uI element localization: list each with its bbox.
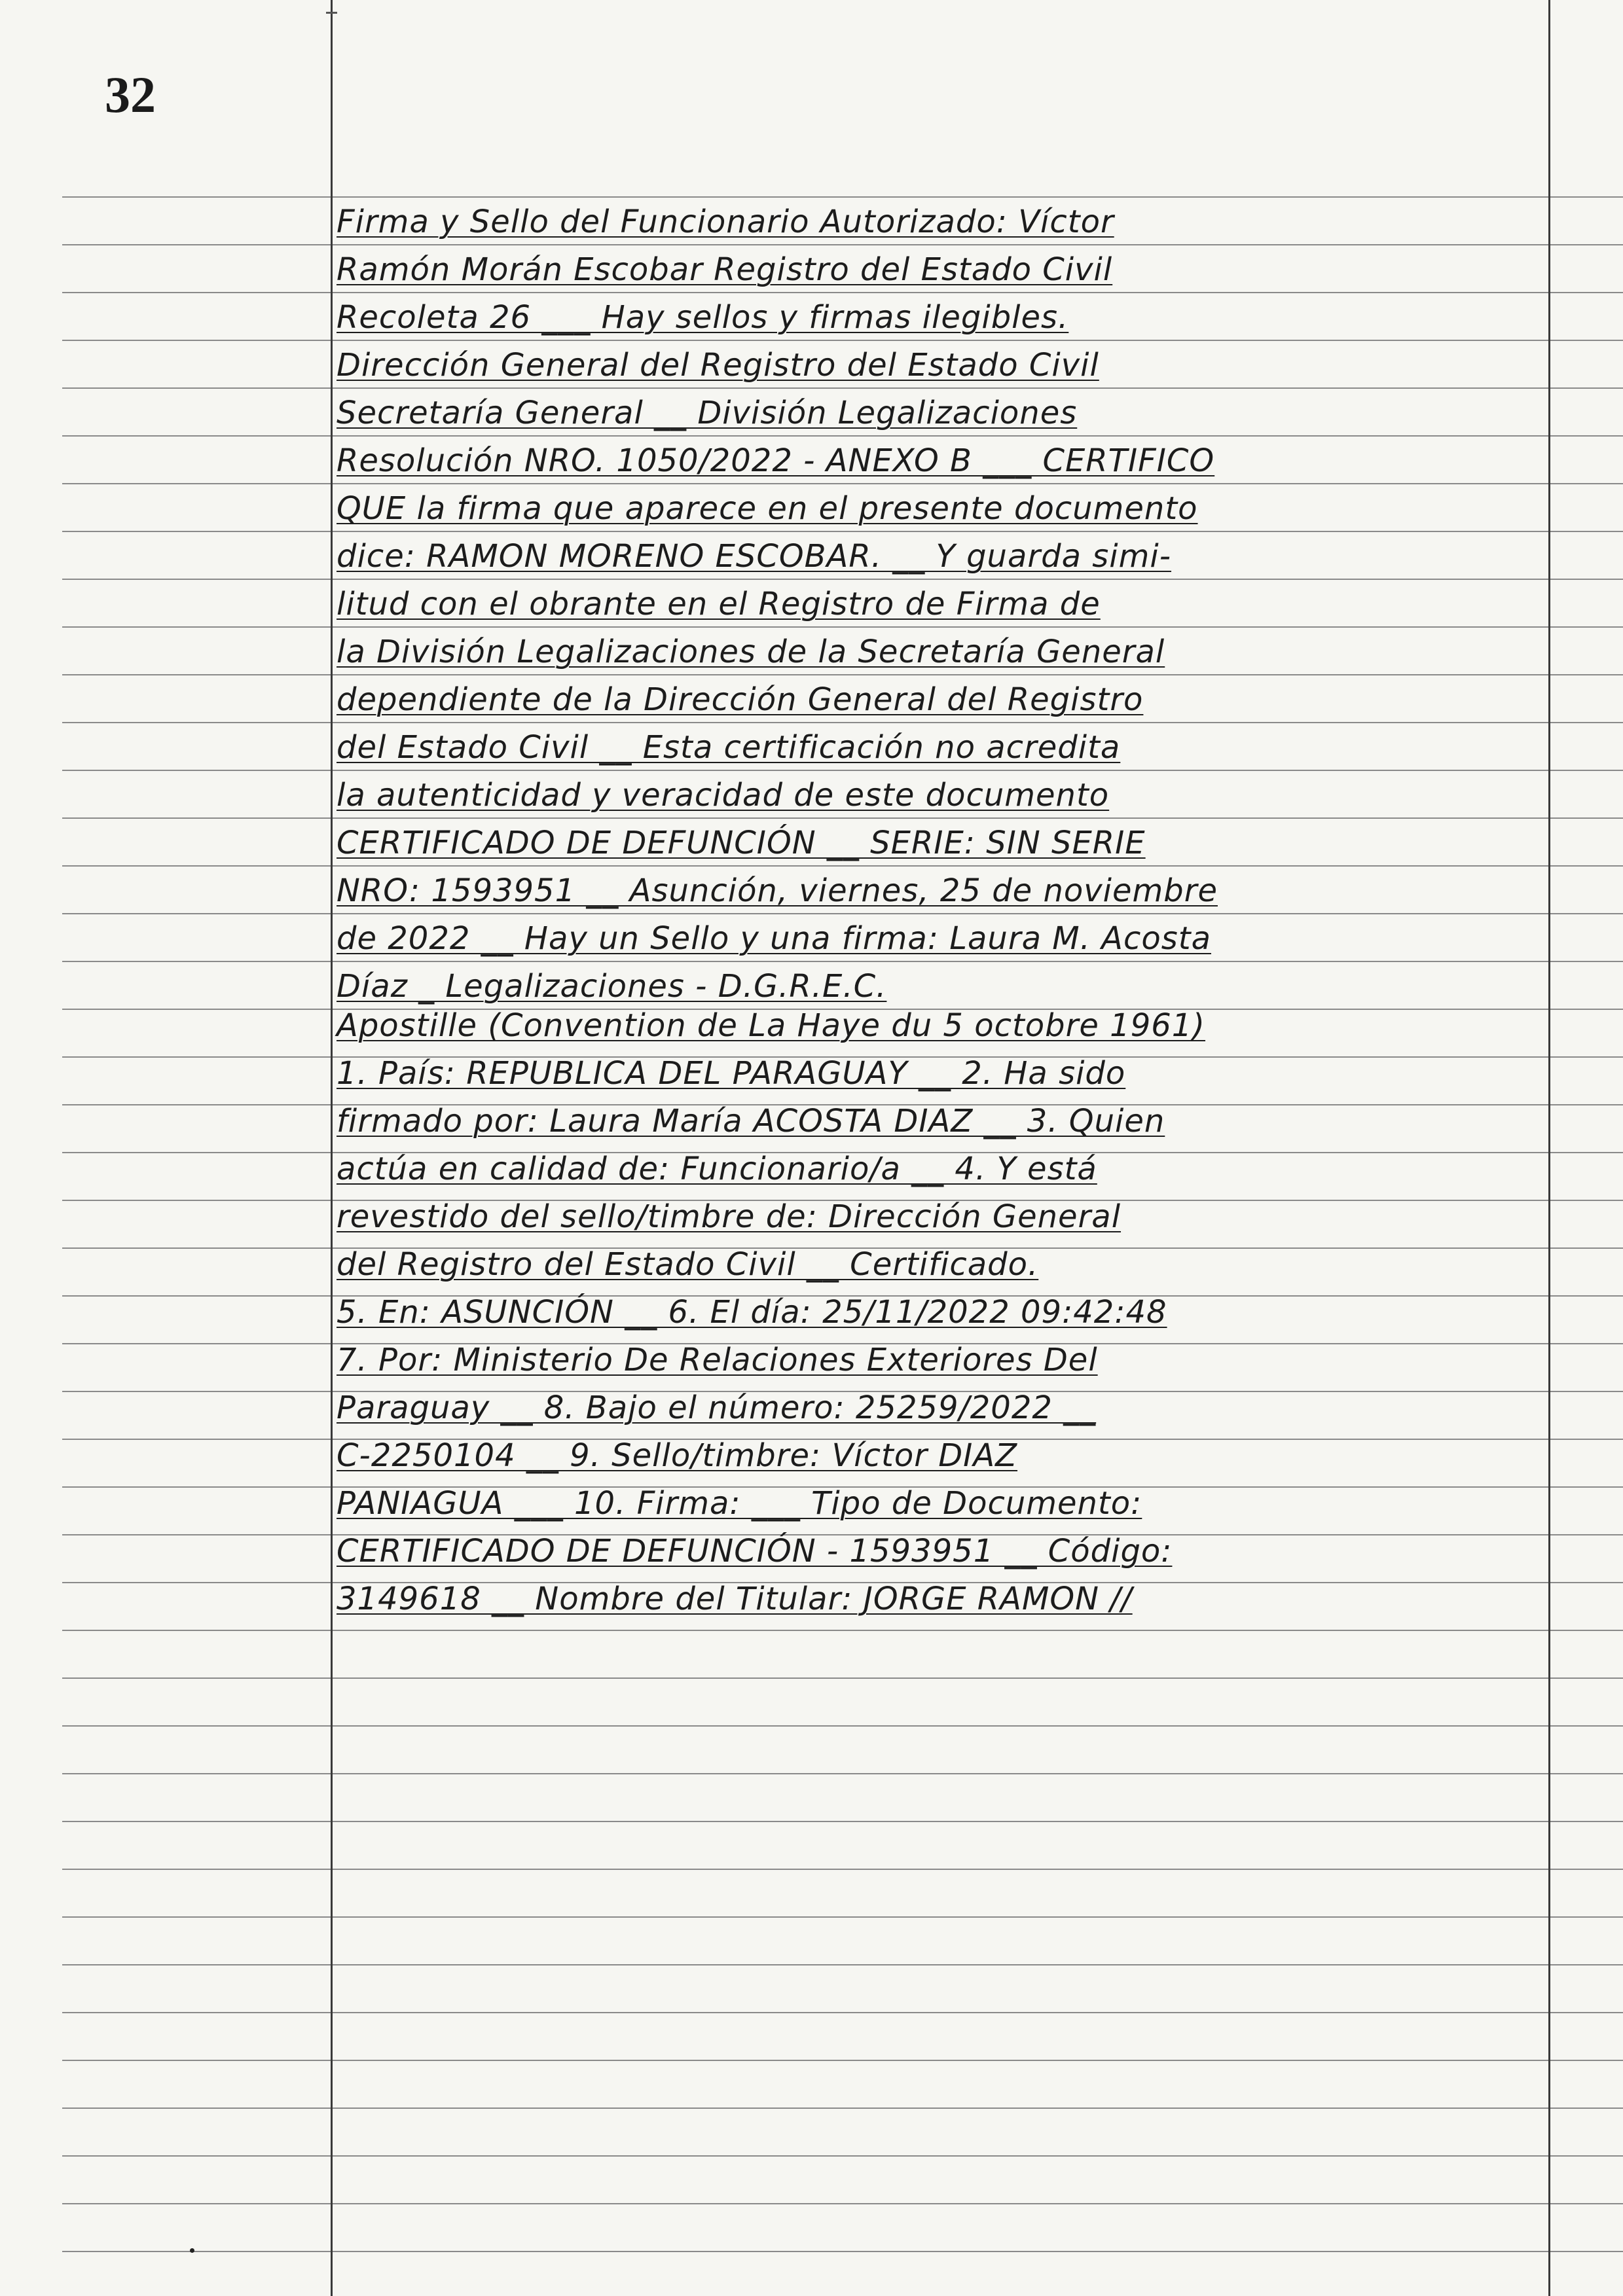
ruled-line [62, 2155, 1623, 2157]
handwritten-line: litud con el obrante en el Registro de Firma de [337, 586, 1101, 622]
handwritten-line: Díaz _ Legalizaciones - D.G.R.E.C. [337, 968, 887, 1005]
handwritten-line: CERTIFICADO DE DEFUNCIÓN __ SERIE: SIN SERIE [337, 825, 1146, 861]
handwritten-line: firmado por: Laura María ACOSTA DIAZ __ 3. Quien [337, 1103, 1165, 1139]
handwritten-text-block [334, 196, 1552, 1621]
ruled-line [62, 1773, 1623, 1774]
handwritten-line: Secretaría General __ División Legalizaciones [337, 395, 1078, 431]
ruled-line [62, 2108, 1623, 2109]
ruled-line [62, 1964, 1623, 1965]
ruled-line [62, 2251, 1623, 2252]
ruled-line [62, 1869, 1623, 1870]
ruled-line [62, 1677, 1623, 1679]
handwritten-line: 5. En: ASUNCIÓN __ 6. El día: 25/11/2022 09:42:48 [337, 1294, 1167, 1331]
handwritten-line: 3149618 __ Nombre del Titular: JORGE RAMON // [337, 1581, 1133, 1617]
handwritten-line: PANIAGUA ___ 10. Firma: ___ Tipo de Documento: [337, 1485, 1142, 1522]
handwritten-line: CERTIFICADO DE DEFUNCIÓN - 1593951 __ Código: [337, 1533, 1173, 1570]
handwritten-line: actúa en calidad de: Funcionario/a __ 4. Y está [337, 1151, 1097, 1187]
handwritten-line: C-2250104 __ 9. Sello/timbre: Víctor DIAZ [337, 1437, 1018, 1474]
handwritten-line: QUE la firma que aparece en el presente documento [337, 490, 1198, 527]
handwritten-line: dependiente de la Dirección General del Registro [337, 681, 1144, 718]
handwritten-line: del Registro del Estado Civil __ Certificado. [337, 1246, 1039, 1283]
ruled-line [62, 2203, 1623, 2204]
handwritten-line: Firma y Sello del Funcionario Autorizado: Víctor [337, 204, 1114, 240]
handwritten-line: la autenticidad y veracidad de este documento [337, 777, 1110, 814]
handwritten-line: 7. Por: Ministerio De Relaciones Exteriores Del [337, 1342, 1098, 1378]
ruled-line [62, 1630, 1623, 1631]
handwritten-line: Recoleta 26 ___ Hay sellos y firmas ilegibles. [337, 299, 1069, 336]
handwritten-line: Ramón Morán Escobar Registro del Estado Civil [337, 251, 1113, 288]
page-number: 32 [105, 66, 156, 123]
handwritten-line: dice: RAMON MORENO ESCOBAR. __ Y guarda simi- [337, 538, 1172, 575]
ruled-line [62, 1916, 1623, 1918]
margin-dot [190, 2248, 194, 2253]
handwritten-line: de 2022 __ Hay un Sello y una firma: Laura M. Acosta [337, 920, 1211, 957]
ruled-line [62, 2012, 1623, 2013]
margin-line [331, 0, 333, 2296]
handwritten-line: Resolución NRO. 1050/2022 - ANEXO B ___ CERTIFICO [337, 442, 1215, 479]
handwritten-line: Apostille (Convention de La Haye du 5 octobre 1961) [337, 1009, 1206, 1044]
handwritten-line: del Estado Civil __ Esta certificación no acredita [337, 729, 1121, 766]
handwritten-line: revestido del sello/timbre de: Dirección General [337, 1198, 1122, 1235]
margin-tick-mark [326, 12, 337, 14]
ruled-line [62, 1725, 1623, 1727]
ruled-line [62, 2060, 1623, 2061]
handwritten-line: 1. País: REPUBLICA DEL PARAGUAY __ 2. Ha sido [337, 1055, 1126, 1092]
ruled-line [62, 1821, 1623, 1822]
handwritten-line: la División Legalizaciones de la Secretaría General [337, 634, 1165, 670]
handwritten-line: NRO: 1593951 __ Asunción, viernes, 25 de noviembre [337, 872, 1218, 909]
handwritten-line: Dirección General del Registro del Estado Civil [337, 347, 1099, 384]
handwritten-line: Paraguay __ 8. Bajo el número: 25259/2022 __ [337, 1390, 1097, 1426]
